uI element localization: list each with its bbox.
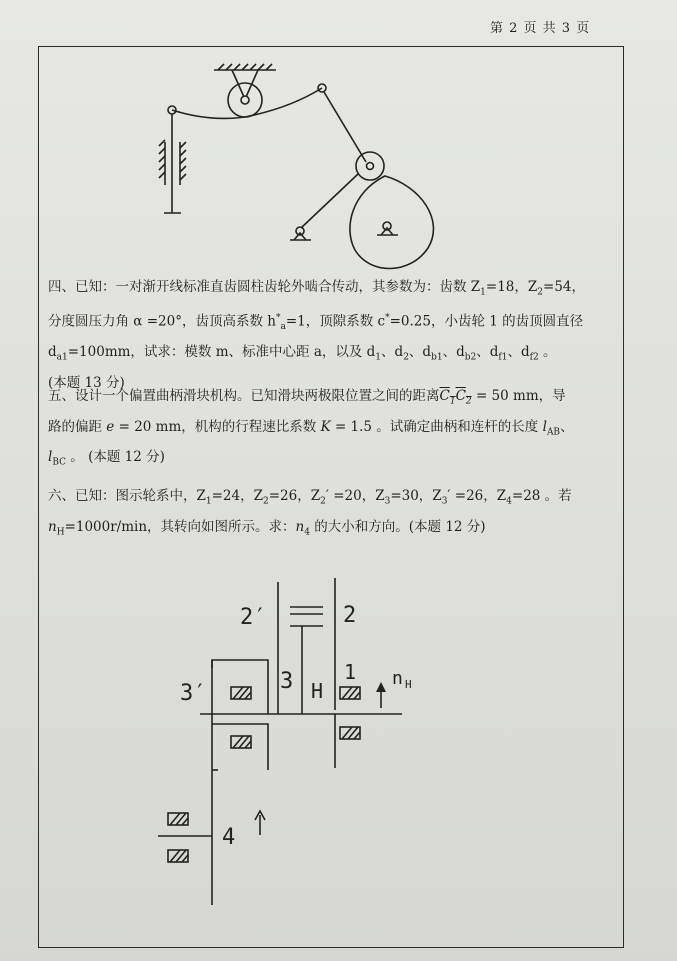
label-nh: n	[392, 668, 403, 689]
q4-line-2: 分度圆压力角 α =20°，齿顶高系数 $h^*_a=1$，顶隙系数 c*=0.25，小齿轮 1 的齿顶圆直径	[48, 312, 584, 332]
q4-line-1: 四、已知：一对渐开线标准直齿圆柱齿轮外啮合传动，其参数为：齿数 $Z_1=18$，$Z_2=54$，	[48, 279, 586, 298]
label-gear-4: 4	[222, 825, 236, 850]
hatch-block-3prime	[231, 687, 251, 699]
q6-line-2: $n_H=1000r/\min$，其转向如图所示。求：$n_4$ 的大小和方向。(本题 12 分)	[48, 518, 486, 538]
n4-arrow-icon	[255, 811, 265, 835]
hatch-block-4-top	[168, 813, 188, 825]
q6-line-1: 六、已知：图示轮系中，$Z_1=24$，$Z_2=26$，$Z_2' =20$，$Z_3=30$，$Z_3' =26$，$Z_4=28$ 。若	[48, 488, 572, 507]
page-header: 第 2 页 共 3 页	[490, 21, 591, 36]
label-carrier-h: H	[311, 679, 324, 703]
hatch-block-3	[231, 736, 251, 748]
label-gear-3prime: 3′	[180, 681, 207, 706]
q4-score: (本题 13 分)	[48, 374, 125, 391]
c1c2-segment: $C_1C_2$	[439, 388, 472, 407]
q5-line-2: 路的偏距 e = 20 mm，机构的行程速比系数 K = 1.5 。试确定曲柄和连杆的长度 $l_{AB}$、	[48, 418, 574, 438]
label-gear-3: 3	[280, 669, 294, 694]
label-gear-1: 1	[344, 660, 357, 684]
label-nh-sub: H	[405, 678, 412, 691]
hatch-block-1-top	[340, 687, 360, 699]
label-gear-2: 2	[343, 603, 357, 628]
q4-line-3: $d_{a1}=100mm$，试求：模数 m、标准中心距 a，以及 $d_1$、$d_2$、$d_{b1}$、$d_{b2}$、$d_{f1}$、$d_{f2}$ 。	[48, 343, 557, 363]
q5-line-1: 五、设计一个偏置曲柄滑块机构。已知滑块两极限位置之间的距离$C_1C_2 = 50$ mm，导	[48, 388, 566, 407]
nh-arrow-icon	[376, 682, 386, 708]
hatch-block-1-bottom	[340, 727, 360, 739]
q5-line-3: $l_{BC}$ 。 (本题 12 分)	[48, 449, 165, 469]
label-gear-2prime: 2′	[240, 605, 267, 630]
hatch-block-4-bottom	[168, 850, 188, 862]
